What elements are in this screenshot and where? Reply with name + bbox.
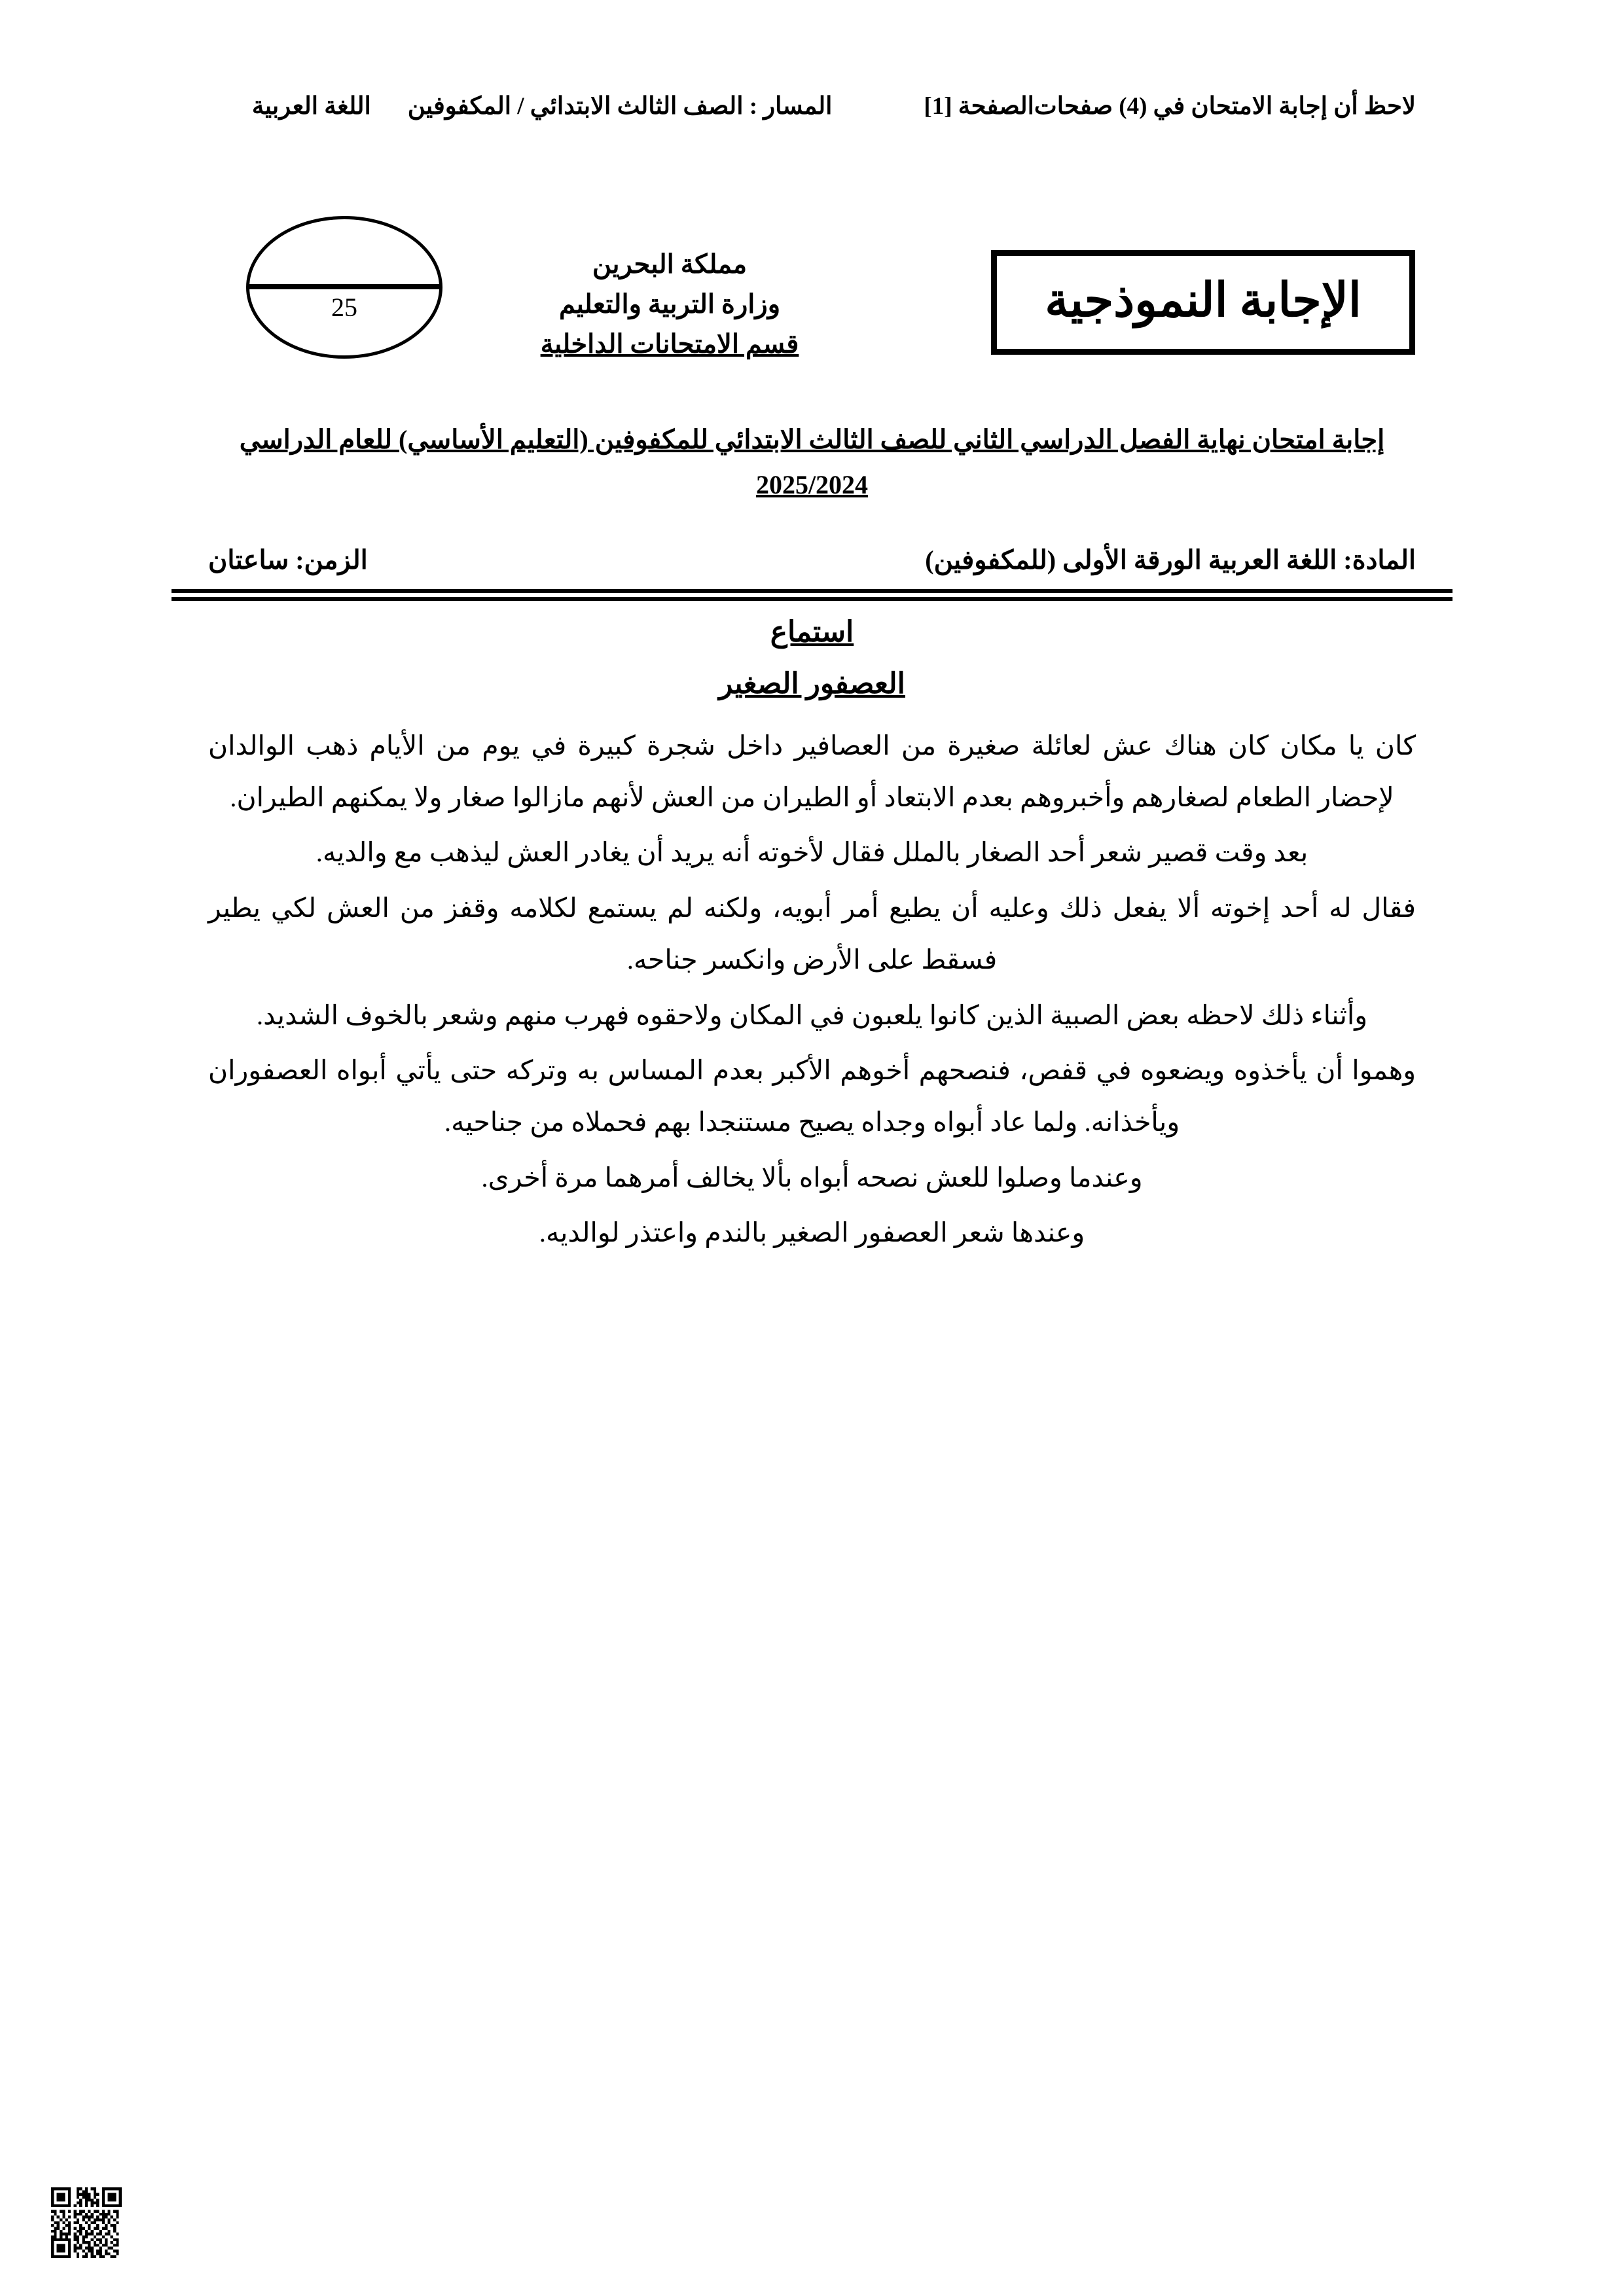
body-area	[208, 615, 1416, 1263]
story-title-text: العصفور الصغير	[719, 668, 905, 700]
exam-meta-row	[208, 545, 1416, 575]
exam-title	[208, 419, 1416, 507]
section-heading-text: استماع	[770, 616, 854, 648]
header-pages-note: لاحظ أن إجابة الامتحان في (4) صفحات	[1034, 93, 1416, 120]
story-paragraph: كان يا مكان كان هناك عش لعائلة صغيرة من العصافير داخل شجرة كبيرة في يوم من الأيام ذهب الوالدان لإحضار الطعام لصغارهم وأخبروهم بعدم الابتعاد أو الطيران من العش لأنهم مازالوا صغار ولا يمكنهم الطيران.	[208, 730, 1416, 812]
story-paragraph: وعندها شعر العصفور الصغير بالندم واعتذر لوالديه.	[539, 1217, 1085, 1248]
exam-academic-year: 2025/2024	[755, 469, 869, 499]
title-band	[208, 216, 1416, 380]
ministry-name: وزارة التربية والتعليم	[558, 289, 781, 319]
running-header	[208, 92, 1416, 120]
story-title	[208, 667, 1416, 700]
mark-fraction-bar	[249, 284, 440, 289]
exam-duration: الزمن: ساعتان	[208, 545, 368, 575]
exam-title-line: إجابة امتحان نهاية الفصل الدراسي الثاني للصف الثالث الابتدائي للمكفوفين (التعليم الأساسي) للعام الدراسي	[239, 425, 1385, 454]
ministry-block	[382, 245, 958, 364]
story-paragraph: بعد وقت قصير شعر أحد الصغار بالملل فقال لأخوته أنه يريد أن يغادر العش ليذهب مع والديه.	[316, 837, 1308, 868]
exam-subject: المادة: اللغة العربية الورقة الأولى (للمكفوفين)	[925, 545, 1416, 575]
story-paragraph: وهموا أن يأخذوه ويضعوه في قفص، فنصحهم أخوهم الأكبر بعدم المساس به وتركه حتى يأتي أبواه العصفوران ويأخذانه. ولما عاد أبواه وجداه يصيح مستنجدا بهم فحملاه من جناحيه.	[208, 1055, 1416, 1138]
ministry-department: قسم الامتحانات الداخلية	[540, 329, 799, 359]
mark-circle	[246, 216, 442, 359]
model-answer-label: الإجابة النموذجية	[1045, 274, 1362, 327]
mark-total: 25	[331, 293, 357, 322]
header-divider	[171, 589, 1453, 601]
header-subject: اللغة العربية	[251, 93, 371, 120]
model-answer-box	[991, 250, 1415, 355]
header-page-number: الصفحة [1]	[924, 93, 1034, 120]
section-heading	[208, 615, 1416, 649]
qr-code	[51, 2187, 122, 2258]
ministry-country: مملكة البحرين	[592, 249, 748, 279]
story-paragraph: فقال له أحد إخوته ألا يفعل ذلك وعليه أن يطيع أمر أبويه، ولكنه لم يستمع لكلامه وقفز من العش لكي يطير فسقط على الأرض وانكسر جناحه.	[208, 893, 1416, 975]
story-paragraph: وعندما وصلوا للعش نصحه أبواه بألا يخالف أمرهما مرة أخرى.	[481, 1162, 1143, 1193]
story-paragraph: وأثناء ذلك لاحظه بعض الصبية الذين كانوا يلعبون في المكان ولاحقوه فهرب منهم وشعر بالخوف الشديد.	[256, 999, 1368, 1030]
header-track: المسار : الصف الثالث الابتدائي / المكفوفين	[407, 93, 833, 120]
